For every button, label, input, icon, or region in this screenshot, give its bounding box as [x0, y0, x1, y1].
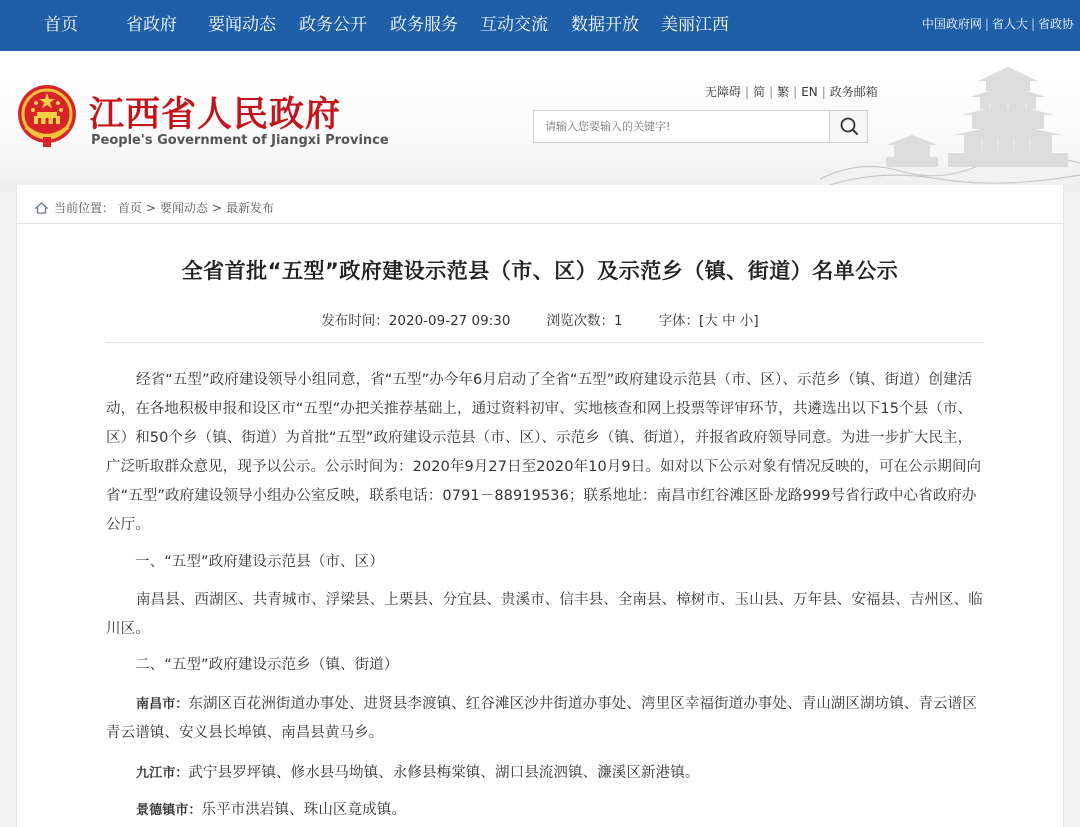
link-china-gov[interactable]: 中国政府网 [921, 17, 982, 31]
town-list: 东湖区百花洲街道办事处、进贤县李渡镇、红谷滩区沙井街道办事处、湾里区幸福街道办事处、青山湖区湖坊镇、青云谱区青云谱镇、安义县长埠镇、南昌县黄马乡。 [106, 696, 977, 741]
nav-item-news[interactable]: 要闻动态 [208, 15, 276, 35]
site-header [0, 51, 1080, 185]
site-title: 江西省人民政府 [89, 94, 342, 135]
city-label: 九江市： [136, 766, 189, 781]
breadcrumb-prefix: 当前位置： [54, 201, 115, 215]
utility-links: 无障碍 | 简 | 繁 | EN | 政务邮箱 [705, 85, 878, 99]
nav-item-gov-affairs-open[interactable]: 政务公开 [299, 15, 367, 35]
link-gov-mailbox[interactable]: 政务邮箱 [829, 85, 878, 99]
top-right-links: 中国政府网 | 省人大 | 省政协 [921, 17, 1074, 31]
nav-item-open-data[interactable]: 数据开放 [571, 15, 639, 35]
town-list: 武宁县罗坪镇、修水县马坳镇、永修县梅棠镇、湖口县流泗镇、濂溪区新港镇。 [188, 765, 700, 781]
site-subtitle: People's Government of Jiangxi Province [91, 133, 389, 148]
article-meta [17, 309, 1063, 329]
link-simplified[interactable]: 简 [753, 85, 766, 99]
link-english[interactable]: EN [801, 85, 818, 99]
top-nav [0, 0, 1080, 51]
section-heading: 二、“五型”政府建设示范乡（镇、街道） [135, 657, 399, 673]
font-size-switch[interactable]: 字体：[大 中 小] [658, 313, 759, 329]
town-entry [106, 796, 986, 825]
breadcrumb-news[interactable]: 要闻动态 [159, 201, 208, 215]
nav-item-interaction[interactable]: 互动交流 [480, 15, 548, 35]
link-provincial-cppcc[interactable]: 省政协 [1037, 17, 1074, 31]
breadcrumb: 当前位置： 首页 > 要闻动态 > 最新发布 [35, 199, 274, 216]
breadcrumb-home[interactable]: 首页 [117, 201, 142, 215]
city-label: 景德镇市： [136, 803, 202, 818]
publish-time: 发布时间：2020-09-27 09:30 [321, 313, 511, 329]
article-panel [16, 185, 1064, 827]
nav-item-home[interactable]: 首页 [44, 15, 78, 35]
divider [17, 223, 1063, 224]
nav-item-beautiful-jiangxi[interactable]: 美丽江西 [661, 15, 729, 35]
search-box [533, 110, 868, 143]
city-label: 南昌市： [136, 697, 189, 712]
view-count: 浏览次数：1 [546, 313, 623, 329]
town-entry [106, 759, 986, 788]
divider [106, 342, 984, 343]
nav-item-gov-services[interactable]: 政务服务 [390, 15, 458, 35]
search-input[interactable] [534, 111, 830, 142]
county-list: 南昌县、西湖区、共青城市、浮梁县、上栗县、分宜县、贵溪市、信丰县、全南县、樟树市、玉山县、万年县、安福县、吉州区、临川区。 [106, 592, 983, 637]
home-icon [35, 202, 48, 214]
town-list: 乐平市洪岩镇、珠山区竟成镇。 [201, 802, 406, 818]
link-traditional[interactable]: 繁 [777, 85, 790, 99]
section-heading: 一、“五型”政府建设示范县（市、区） [135, 554, 384, 570]
national-emblem-icon [16, 83, 78, 149]
town-entry [106, 690, 986, 748]
link-accessibility[interactable]: 无障碍 [705, 85, 742, 99]
tengwang-pavilion-illustration [820, 59, 1080, 185]
article-title: 全省首批“五型”政府建设示范县（市、区）及示范乡（镇、街道）名单公示 [181, 259, 899, 283]
link-provincial-congress[interactable]: 省人大 [991, 17, 1028, 31]
nav-item-provincial-gov[interactable]: 省政府 [126, 15, 177, 35]
article-intro: 经省“五型”政府建设领导小组同意，省“五型”办今年6月启动了全省“五型”政府建设示范县（市、区）、示范乡（镇、街道）创建活动，在各地积极申报和设区市“五型”办把关推荐基础上，通过资料初审、实地核查和网上投票等评审环节，共遴选出以下15个县（市、区）和50个乡（镇、街道）为首批“五型”政府建设示范县（市、区）、示范乡（镇、街道），并报省政府领导同意。为进一步扩大民主，广泛听取群众意见，现予以公示。公示时间为：2020年9月27日至2020年10月9日。如对以下公示对象有情况反映的，可在公示期间向省“五型”政府建设领导小组办公室反映，联系电话：0791－88919536；联系地址：南昌市红谷滩区卧龙路999号省行政中心省政府办公厅。 [106, 372, 982, 533]
breadcrumb-latest[interactable]: 最新发布 [226, 201, 275, 215]
